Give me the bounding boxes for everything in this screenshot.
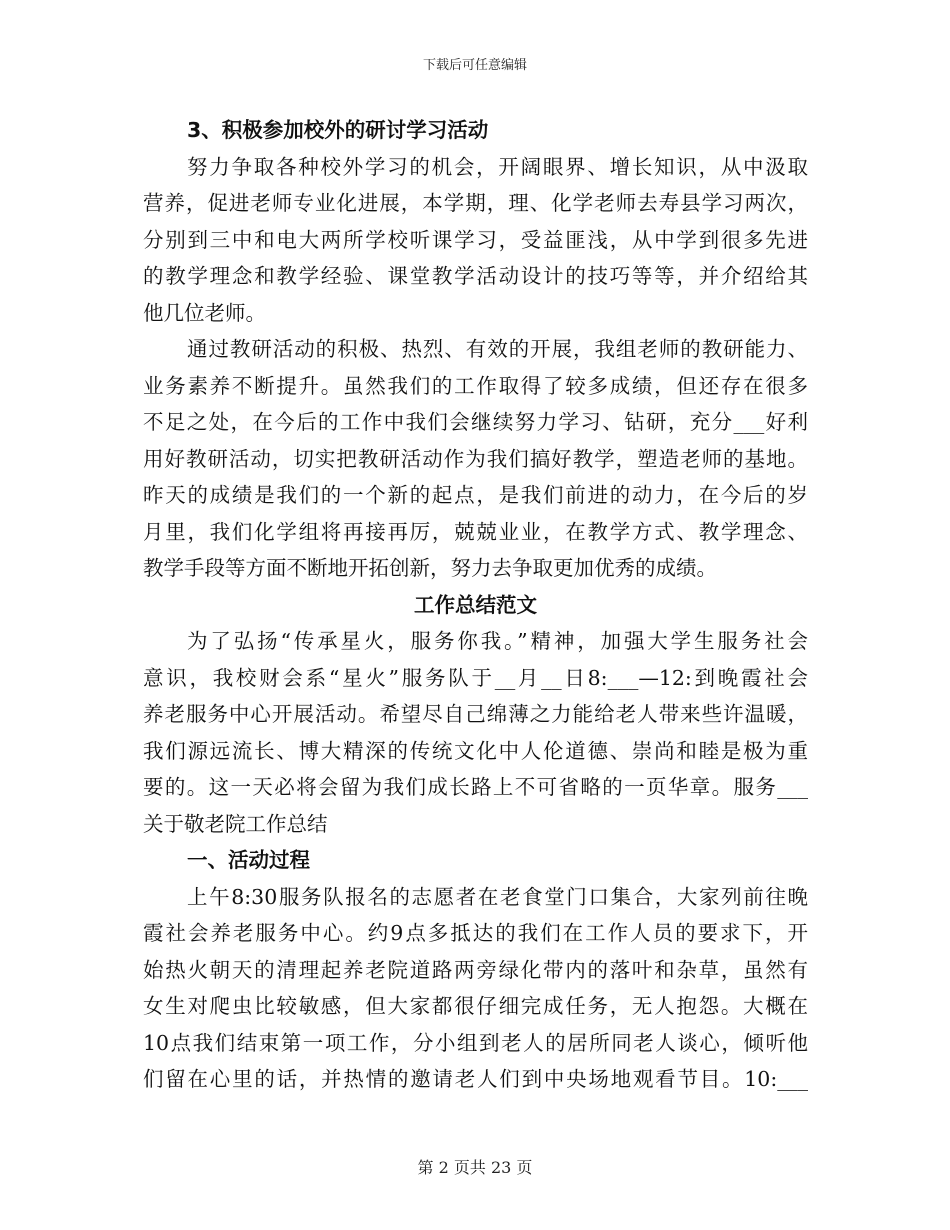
text-line: 上午8:30服务队报名的志愿者在老食堂门口集合，大家列前往晚 [187, 884, 808, 909]
page-footer: 第 2 页共 23 页 [417, 1158, 533, 1177]
paragraph [143, 623, 808, 842]
text-line: 营养，促进老师专业化进展，本学期，理、化学老师去寿县学习两次， [143, 191, 808, 215]
text-line: 不足之处，在今后的工作中我们会继续努力学习、钻研，充分___好利 [143, 410, 808, 434]
paragraph [143, 331, 808, 587]
text-line: 分别到三中和电大两所学校听课学习，受益匪浅，从中学到很多先进 [143, 227, 808, 252]
text-line: 10点我们结束第一项工作，分小组到老人的居所同老人谈心，倾听他 [143, 1030, 808, 1055]
text-line: 通过教研活动的积极、热烈、有效的开展，我组老师的教研能力、 [187, 337, 808, 361]
paragraph [143, 149, 808, 332]
text-line: 养老服务中心开展活动。希望尽自己绵薄之力能给老人带来些许温暖， [143, 702, 808, 726]
text-line: 我们源远流长、博大精深的传统文化中人伦道德、崇尚和睦是极为重 [143, 738, 808, 763]
section-heading: 3、积极参加校外的研讨学习活动 [187, 118, 489, 142]
text-line: 昨天的成绩是我们的一个新的起点，是我们前进的动力，在今后的岁 [143, 483, 808, 507]
article-title: 工作总结范文 [414, 592, 537, 617]
text-line: 的教学理念和教学经验、课堂教学活动设计的技巧等等，并介绍给其 [143, 264, 808, 288]
text-line: 月里，我们化学组将再接再厉，兢兢业业，在教学方式、教学理念、 [143, 519, 808, 544]
text-line: 们留在心里的话，并热情的邀请老人们到中央场地观看节目。10:___ [143, 1067, 808, 1091]
text-line: 意识，我校财会系“星火”服务队于__月__日8:___—12:到晚霞社会 [143, 665, 808, 690]
document-body [143, 112, 808, 1098]
text-line: 要的。这一天必将会留为我们成长路上不可省略的一页华章。服务___ [143, 775, 808, 799]
text-line: 霞社会养老服务中心。约9点多抵达的我们在工作人员的要求下，开 [143, 921, 808, 945]
text-line: 为了弘扬“传承星火，服务你我。”精神，加强大学生服务社会 [187, 629, 808, 653]
text-line: 关于敬老院工作总结 [143, 811, 328, 836]
text-line: 女生对爬虫比较敏感，但大家都很仔细完成任务，无人抱怨。大概在 [143, 994, 808, 1018]
text-line: 努力争取各种校外学习的机会，开阔眼界、增长知识，从中汲取 [187, 154, 808, 179]
text-line: 业务素养不断提升。虽然我们的工作取得了较多成绩，但还存在很多 [143, 373, 808, 398]
text-line: 他几位老师。 [143, 300, 266, 325]
section-heading: 一、活动过程 [187, 848, 310, 872]
text-line: 始热火朝天的清理起养老院道路两旁绿化带内的落叶和杂草，虽然有 [143, 957, 808, 982]
page-header: 下载后可任意编辑 [422, 58, 527, 73]
text-line: 用好教研活动，切实把教研活动作为我们搞好教学，塑造老师的基地。 [143, 446, 808, 471]
text-line: 教学手段等方面不断地开拓创新，努力去争取更加优秀的成绩。 [143, 556, 717, 580]
paragraph [143, 879, 808, 1098]
